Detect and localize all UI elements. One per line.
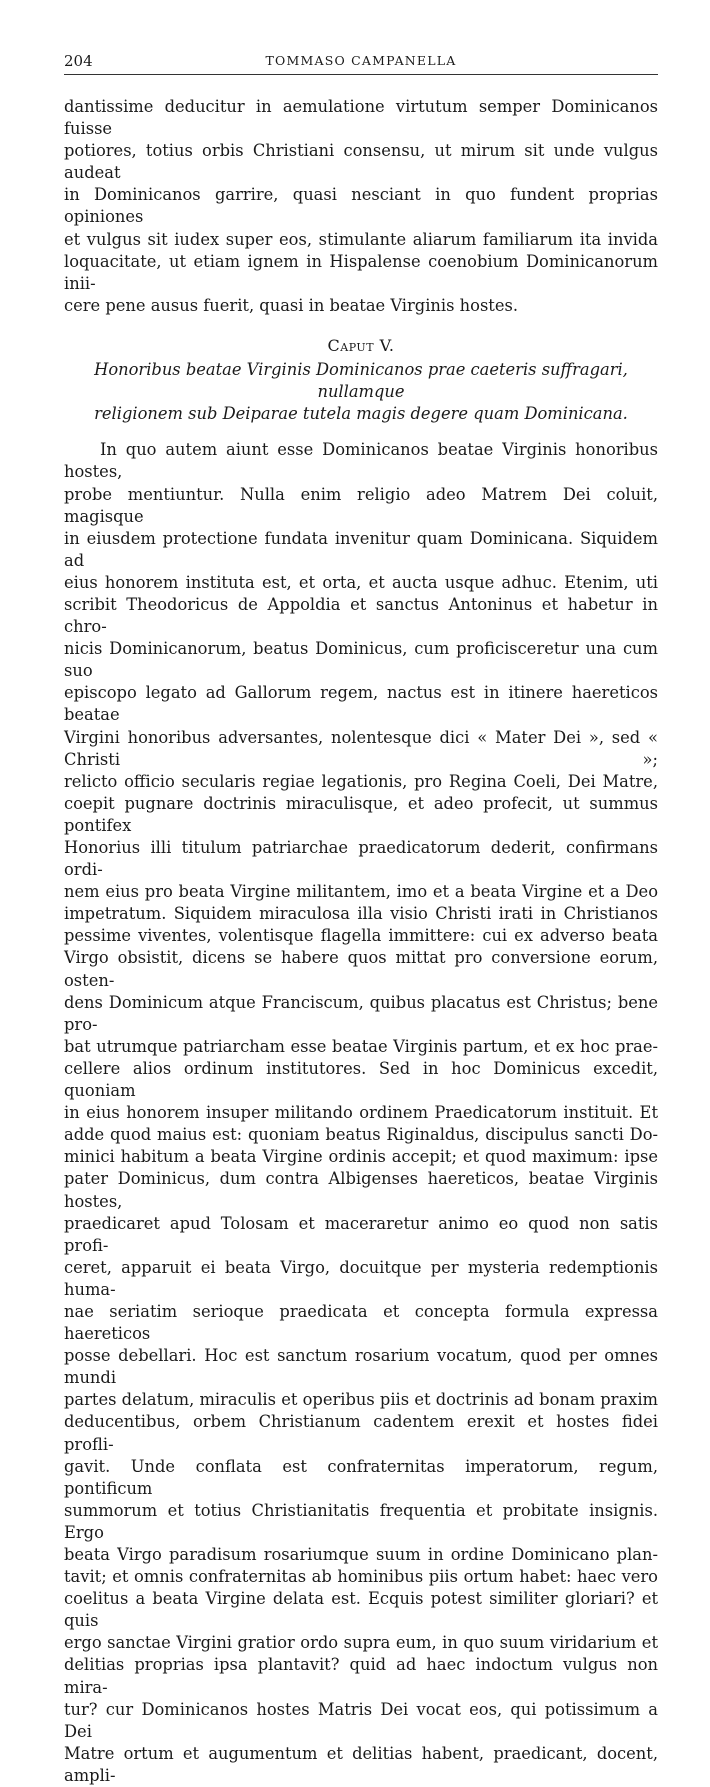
text-line: relicto officio secularis regiae legationis, pro Regina Coeli, Dei Matre, [64,771,658,791]
intro-paragraph [64,96,658,317]
chapter-heading [64,335,658,357]
text-line: episcopo legato ad Gallorum regem, nactus est in itinere haereticos beatae [64,683,658,725]
text-line: eius honorem instituta est, et orta, et aucta usque adhuc. Etenim, uti [64,572,658,592]
text-line: probe mentiuntur. Nulla enim religio adeo Matrem Dei coluit, magisque [64,484,658,526]
text-line: gavit. Unde conflata est confraternitas imperatorum, regum, pontificum [64,1456,658,1498]
text-line: nem eius pro beata Virgine militantem, imo et a beata Virgine et a Deo [64,882,658,902]
chapter-heading-text: Caput V. [327,335,395,355]
text-line: tur? cur Dominicanos hostes Matris Dei vocat eos, qui potissimum a Dei [64,1699,658,1741]
text-line: cere pene ausus fuerit, quasi in beatae Virginis hostes. [64,295,519,315]
page-header [64,52,658,75]
text-line: partes delatum, miraculis et operibus piis et doctrinis ad bonam praxim [64,1390,658,1410]
text-line: coepit pugnare doctrinis miraculisque, et adeo profecit, ut summus pontifex [64,793,658,835]
text-line: pessime viventes, volentisque flagella immittere: cui ex adverso beata [64,926,658,946]
page-number: 204 [64,52,93,70]
text-line: dens Dominicum atque Franciscum, quibus placatus est Christus; bene pro- [64,992,658,1034]
text-line: delitias proprias ipsa plantavit? quid ad haec indoctum vulgus non mira- [64,1655,658,1697]
text-line: dantissime deducitur in aemulatione virtutum semper Dominicanos fuisse [64,97,658,139]
text-line: in Dominicanos garrire, quasi nesciant in quo fundent proprias opiniones [64,185,658,227]
text-line: nicis Dominicanorum, beatus Dominicus, cum proficisceretur una cum suo [64,639,658,681]
subtitle-line: religionem sub Deiparae tutela magis degere quam Dominicana. [94,404,628,424]
text-line: bat utrumque patriarcham esse beatae Virginis partum, et ex hoc prae- [64,1036,658,1056]
text-line: ergo sanctae Virgini gratior ordo supra eum, in quo suum viridarium et [64,1633,658,1653]
text-line: In quo autem aiunt esse Dominicanos beatae Virginis honoribus hostes, [64,440,658,482]
body-text [64,96,658,1787]
text-line: cellere alios ordinum institutores. Sed in hoc Dominicus excedit, quoniam [64,1058,658,1101]
subtitle-line: Honoribus beatae Virginis Dominicanos prae caeteris suffragari, nullamque [94,360,628,402]
text-line: deducentibus, orbem Christianum cadentem erexit et hostes fidei profli- [64,1412,658,1454]
text-line: potiores, totius orbis Christiani consensu, ut mirum sit unde vulgus audeat [64,141,658,183]
text-line: impetratum. Siquidem miraculosa illa visio Christi irati in Christianos [64,904,658,924]
text-line: ceret, apparuit ei beata Virgo, docuitque per mysteria redemptionis huma- [64,1257,658,1299]
text-line: scribit Theodoricus de Appoldia et sanctus Antoninus et habetur in chro- [64,594,658,637]
text-line: beata Virgo paradisum rosariumque suum in ordine Dominicano plan- [64,1545,658,1564]
text-line: pater Dominicus, dum contra Albigenses haereticos, beatae Virginis hostes, [64,1169,658,1211]
text-line: Matre ortum et augumentum et delitias habent, praedicant, docent, ampli- [64,1743,658,1785]
text-line: adde quod maius est: quoniam beatus Riginaldus, discipulus sancti Do- [64,1125,658,1145]
text-line: posse debellari. Hoc est sanctum rosarium vocatum, quod per omnes mundi [64,1346,658,1388]
text-line: summorum et totius Christianitatis frequentia et probitate insignis. Ergo [64,1500,658,1542]
text-line: Virgini honoribus adversantes, nolentesque dici « Mater Dei », sed « Christi »; [64,727,658,769]
text-line: loquacitate, ut etiam ignem in Hispalense coenobium Dominicanorum inii- [64,251,658,293]
text-line: et vulgus sit iudex super eos, stimulante aliarum familiarum ita invida [64,229,658,249]
text-line: in eiusdem protectione fundata invenitur quam Dominicana. Siquidem ad [64,528,658,570]
text-line: nae seriatim serioque praedicata et concepta formula expressa haereticos [64,1301,658,1344]
text-line: praedicaret apud Tolosam et maceraretur animo eo quod non satis profi- [64,1213,658,1255]
text-line: Honorius illi titulum patriarchae praedicatorum dederit, confirmans ordi- [64,838,658,880]
text-line: tavit; et omnis confraternitas ab hominibus piis ortum habet: haec vero [64,1567,658,1587]
text-line: coelitus a beata Virgine delata est. Ecquis potest similiter gloriari? et quis [64,1589,658,1631]
running-head: TOMMASO CAMPANELLA [265,53,457,68]
text-line: Virgo obsistit, dicens se habere quos mittat pro conversione eorum, osten- [64,948,658,990]
chapter-subtitle [64,359,658,425]
main-paragraph [64,439,658,1787]
text-line: minici habitum a beata Virgine ordinis accepit; et quod maximum: ipse [64,1147,658,1167]
text-line: in eius honorem insuper militando ordinem Praedicatorum instituit. Et [64,1103,658,1123]
